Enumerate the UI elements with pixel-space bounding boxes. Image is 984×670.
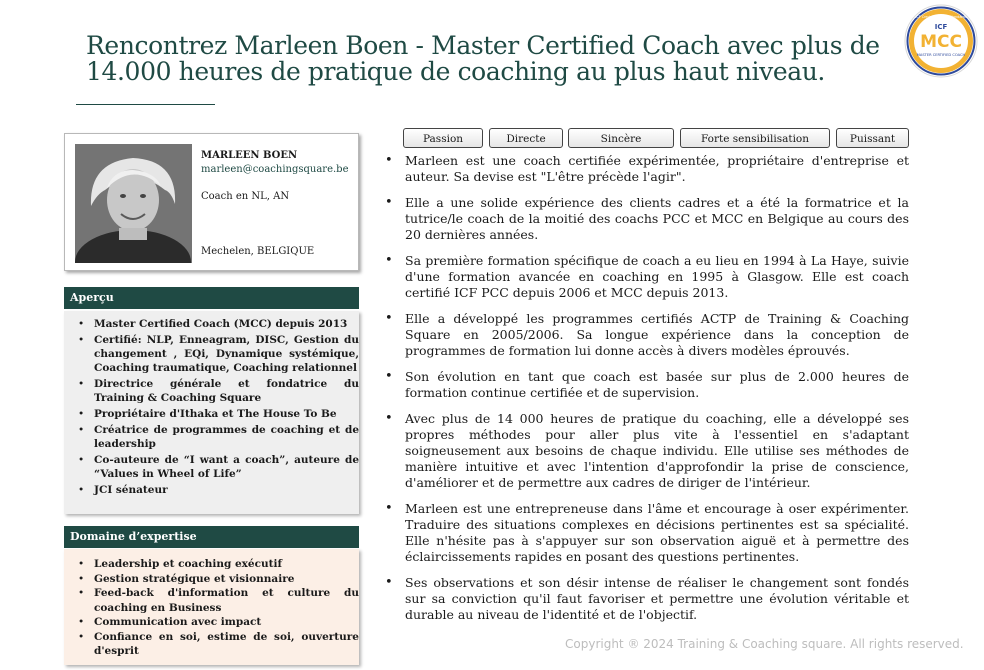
bio-item: • Marleen est une entrepreneuse dans l'âme et encourage à oser expérimenter. Traduire des situations complexes en décisions pertinentes est sa spécialité. Elle n'hésite pas à s'appuyer sur son observation aiguë et à permettre des éclaircissements rapides en posant des questions pertinentes.	[385, 501, 909, 565]
bio-item: • Avec plus de 14 000 heures de pratique du coaching, elle a développé ses propres méthodes pour aller plus vite à l'essentiel en s'adaptant soigneusement aux besoins de chaque individu. Elle utilise ses méthodes de manière intuitive et avec l'intention d'approfondir la prise de conscience, d'améliorer et de permettre aux cadres de diriger de l'intérieur.	[385, 411, 909, 491]
title-underline	[76, 104, 215, 105]
tag-forte-sensibilisation[interactable]: Forte sensibilisation	[680, 128, 830, 148]
bio-item: • Elle a développé les programmes certifiés ACTP de Training & Coaching Square en 2005/2006. Sa longue expérience dans la conception de programmes de formation lui donne accès à divers modèles éprouvés.	[385, 311, 909, 359]
domaine-heading: Domaine d’expertise	[64, 526, 359, 548]
copyright-footer: Copyright ® 2024 Training & Coaching square. All rights reserved.	[565, 637, 964, 651]
list-item: • Créatrice de programmes de coaching et de leadership	[94, 423, 359, 451]
badge-top-text: ICF Credentials and Standards	[915, 15, 967, 19]
icf-mcc-badge-icon	[904, 4, 978, 78]
tag-passion[interactable]: Passion	[403, 128, 483, 148]
bio-list	[385, 153, 909, 633]
apercu-panel	[64, 311, 359, 514]
list-item: • JCI sénateur	[94, 483, 359, 497]
profile-email[interactable]: marleen@coachingsquare.be	[201, 164, 349, 175]
list-item: • Certifié: NLP, Enneagram, DISC, Gestion du changement , EQi, Dynamique systémique, Coaching traumatique, Coaching relationnel	[94, 333, 359, 375]
list-item: • Propriétaire d'Ithaka et The House To Be	[94, 407, 359, 421]
list-item: • Feed-back d'information et culture du coaching en Business	[94, 586, 359, 615]
list-item: • Directrice générale et fondatrice du Training & Coaching Square	[94, 377, 359, 405]
domaine-panel	[64, 549, 359, 665]
tag-puissant[interactable]: Puissant	[836, 128, 909, 148]
bio-item: • Sa première formation spécifique de coach a eu lieu en 1994 à La Haye, suivie d'une formation avancée en coaching en 1995 à Glasgow. Elle est coach certifié ICF PCC depuis 2006 et MCC depuis 2013.	[385, 253, 909, 301]
profile-role: Coach en NL, AN	[201, 191, 290, 202]
bio-item: • Elle a une solide expérience des clients cadres et a été la formatrice et la tutrice/le coach de la moitié des coachs PCC et MCC en Belgique au cours des 20 dernières années.	[385, 195, 909, 243]
bio-item: • Son évolution en tant que coach est basée sur plus de 2.000 heures de formation continue certifiée et de supervision.	[385, 369, 909, 401]
list-item: • Master Certified Coach (MCC) depuis 2013	[94, 317, 359, 331]
profile-location: Mechelen, BELGIQUE	[201, 246, 315, 257]
profile-name: MARLEEN BOEN	[201, 150, 298, 161]
profile-card	[64, 133, 359, 271]
badge-brand: ICF	[934, 23, 948, 31]
badge-bottom-text: MASTER CERTIFIED COACH	[916, 53, 966, 57]
list-item: • Communication avec impact	[94, 615, 359, 630]
profile-photo	[75, 144, 192, 263]
apercu-list	[64, 311, 359, 497]
bio-item: • Ses observations et son désir intense de réaliser le changement sont fondés sur sa conviction qu'il faut favoriser et permettre une évolution véritable et durable au niveau de l'identité et de l'objectif.	[385, 575, 909, 623]
page-title: Rencontrez Marleen Boen - Master Certified Coach avec plus de 14.000 heures de pratique de coaching au plus haut niveau.	[86, 31, 880, 86]
avatar	[75, 144, 192, 263]
apercu-heading: Aperçu	[64, 287, 359, 309]
bio-item: • Marleen est une coach certifiée expérimentée, propriétaire d'entreprise et auteur. Sa devise est "L'être précède l'agir".	[385, 153, 909, 185]
domaine-list	[64, 549, 359, 659]
list-item: • Confiance en soi, estime de soi, ouverture d'esprit	[94, 630, 359, 659]
badge-level: MCC	[920, 32, 962, 52]
list-item: • Leadership et coaching exécutif	[94, 557, 359, 572]
tag-directe[interactable]: Directe	[489, 128, 563, 148]
list-item: • Gestion stratégique et visionnaire	[94, 572, 359, 587]
list-item: • Co-auteure de “I want a coach”, auteure de “Values in Wheel of Life”	[94, 453, 359, 481]
tag-sincere[interactable]: Sincère	[568, 128, 674, 148]
